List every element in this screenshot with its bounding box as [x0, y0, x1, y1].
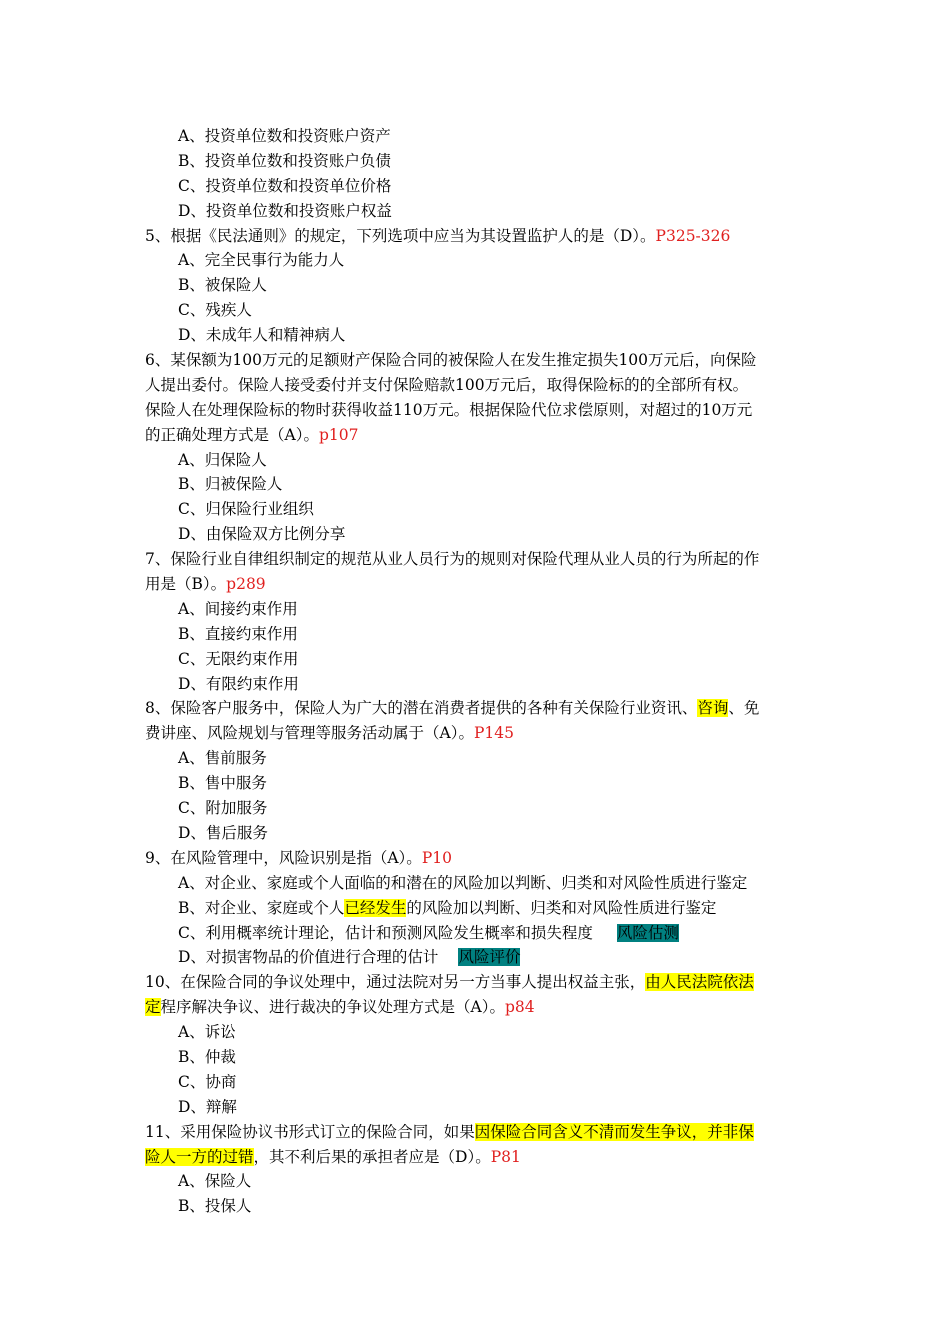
q10-stem-line-2 — [145, 995, 810, 1020]
q9-option-c-text: C、利用概率统计理论，估计和预测风险发生概率和损失程度 — [178, 923, 593, 942]
q10-option-a: A、诉讼 — [178, 1023, 236, 1042]
q4-option-c: C、投资单位数和投资单位价格 — [178, 176, 392, 195]
q11-page-ref: P81 — [490, 1147, 521, 1166]
q9-stem-text: 9、在风险管理中，风险识别是指（A）。 — [145, 848, 422, 867]
q6-stem-line-4 — [145, 423, 810, 448]
q5-page-ref: P325-326 — [655, 226, 731, 245]
q6-stem-line-2: 人提出委付。保险人接受委付并支付保险赔款100万元后，取得保险标的的全部所有权。 — [145, 375, 749, 394]
q9-option-d — [145, 945, 810, 970]
q4-option-a: A、投资单位数和投资账户资产 — [178, 127, 391, 145]
q5-option-c: C、残疾人 — [178, 301, 252, 320]
q9-page-ref: P10 — [421, 848, 452, 867]
q10-option-d: D、辩解 — [178, 1097, 237, 1116]
q8-option-b: B、售中服务 — [178, 774, 267, 793]
q10-stem-line-1-pre: 10、在保险合同的争议处理中，通过法院对另一方当事人提出权益主张， — [145, 973, 646, 992]
q8-page-ref: P145 — [473, 724, 514, 743]
q6-option-d: D、由保险双方比例分享 — [178, 525, 346, 544]
q11-stem-line-2 — [145, 1145, 810, 1170]
q4-option-b: B、投资单位数和投资账户负债 — [178, 151, 391, 170]
q9-option-c — [145, 921, 810, 946]
q8-highlight: 咨询 — [697, 699, 729, 718]
q6-option-b: B、归被保险人 — [178, 475, 283, 494]
q10-highlight-1: 由人民法院依法 — [645, 973, 754, 992]
q7-option-b: B、直接约束作用 — [178, 624, 298, 643]
q7-option-d: D、有限约束作用 — [178, 674, 299, 693]
q10-option-c: C、协商 — [178, 1072, 237, 1091]
q6-stem-line-1: 6、某保额为100万元的足额财产保险合同的被保险人在发生推定损失100万元后，向保险 — [145, 351, 757, 370]
q11-stem-line-2-post: ，其不利后果的承担者应是（D）。 — [253, 1147, 491, 1166]
q5-stem — [145, 224, 810, 249]
q8-stem-line-1-pre: 8、保险客户服务中，保险人为广大的潜在消费者提供的各种有关保险行业资讯、 — [145, 699, 698, 718]
q11-option-b: B、投保人 — [178, 1197, 252, 1216]
q8-stem-line-2-text: 费讲座、风险规划与管理等服务活动属于（A）。 — [145, 724, 474, 743]
q11-stem-line-1 — [145, 1120, 810, 1145]
q10-page-ref: p84 — [504, 998, 535, 1017]
q10-stem-line-1 — [145, 970, 810, 995]
q10-option-b: B、仲裁 — [178, 1047, 236, 1066]
q8-stem-line-2 — [145, 721, 810, 746]
q5-option-d: D、未成年人和精神病人 — [178, 326, 346, 345]
q8-stem-line-1-post: 、免 — [728, 699, 760, 718]
q5-option-a: A、完全民事行为能力人 — [178, 251, 345, 270]
q8-option-a: A、售前服务 — [178, 749, 267, 768]
q7-page-ref: p289 — [226, 575, 266, 594]
q7-stem-line-1: 7、保险行业自律组织制定的规范从业人员行为的规则对保险代理从业人员的行为所起的作 — [145, 550, 760, 569]
q6-option-a: A、归保险人 — [178, 450, 267, 469]
q8-stem-line-1 — [145, 696, 810, 721]
q5-stem-text: 5、根据《民法通则》的规定，下列选项中应当为其设置监护人的是（D）。 — [145, 226, 656, 245]
q10-stem-line-2-post: 程序解决争议、进行裁决的争议处理方式是（A）。 — [160, 998, 505, 1017]
q4-option-d: D、投资单位数和投资账户权益 — [178, 201, 392, 220]
q9-option-d-note: 风险评价 — [458, 948, 521, 967]
q11-highlight-1: 因保险合同含义不清而发生争议，并非保 — [474, 1122, 754, 1141]
q9-stem — [145, 846, 810, 871]
q9-option-b-highlight: 已经发生 — [344, 898, 407, 917]
q11-option-a: A、保险人 — [178, 1172, 252, 1191]
q9-option-b-pre: B、对企业、家庭或个人 — [178, 898, 345, 917]
q10-highlight-2: 定 — [145, 998, 161, 1017]
q7-option-a: A、间接约束作用 — [178, 599, 298, 618]
q8-option-c: C、附加服务 — [178, 799, 268, 818]
q9-option-b-post: 的风险加以判断、归类和对风险性质进行鉴定 — [406, 898, 717, 917]
q6-page-ref: p107 — [318, 425, 359, 444]
q11-stem-line-1-pre: 11、采用保险协议书形式订立的保险合同，如果 — [145, 1122, 475, 1141]
q7-option-c: C、无限约束作用 — [178, 649, 299, 668]
q9-option-b — [145, 896, 810, 921]
q9-option-d-text: D、对损害物品的价值进行合理的估计 — [178, 948, 439, 967]
q7-stem-line-2 — [145, 572, 810, 597]
q7-stem-line-2-text: 用是（B）。 — [145, 575, 227, 594]
q5-option-b: B、被保险人 — [178, 276, 267, 295]
q6-option-c: C、归保险行业组织 — [178, 500, 314, 519]
q9-option-c-note: 风险估测 — [616, 923, 679, 942]
document-body — [145, 124, 810, 1219]
q6-stem-line-4-text: 的正确处理方式是（A）。 — [145, 425, 319, 444]
q9-option-a: A、对企业、家庭或个人面临的和潜在的风险加以判断、归类和对风险性质进行鉴定 — [178, 873, 748, 892]
q6-stem-line-3: 保险人在处理保险标的物时获得收益110万元。根据保险代位求偿原则，对超过的10万元 — [145, 400, 753, 419]
q11-highlight-2: 险人一方的过错 — [145, 1147, 254, 1166]
q8-option-d: D、售后服务 — [178, 823, 268, 842]
